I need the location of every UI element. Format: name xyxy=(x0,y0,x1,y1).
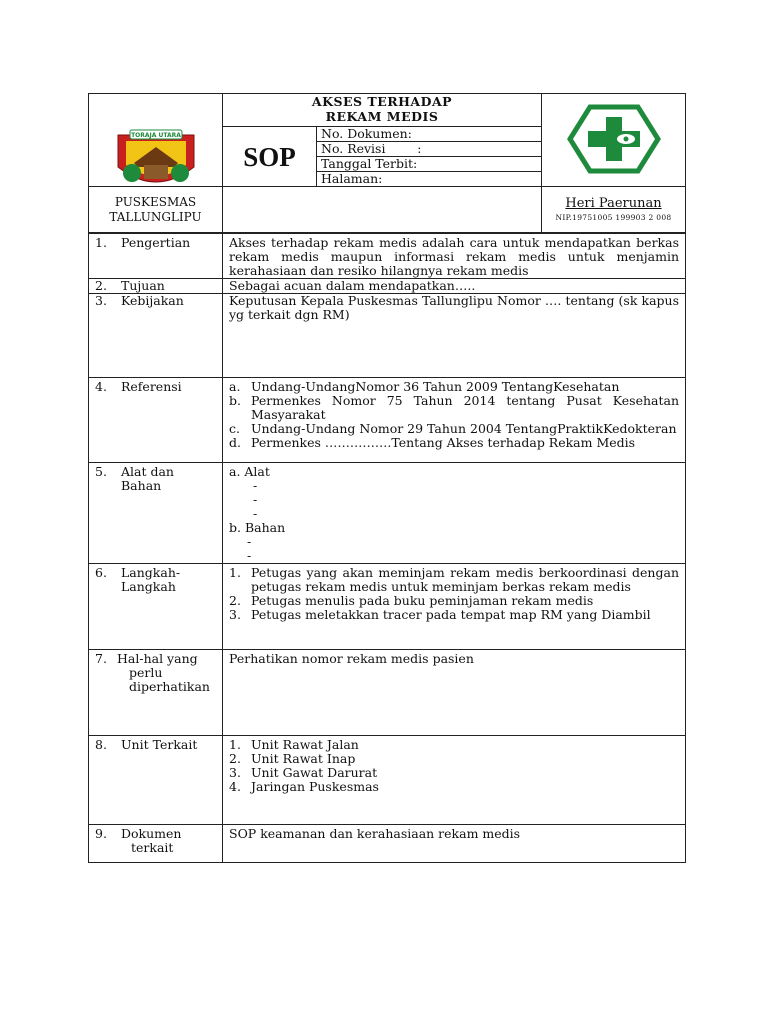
sop-label: SOP xyxy=(223,127,317,187)
logo-banner-text: TORAJA UTARA xyxy=(130,131,181,139)
list-item: 3. Petugas meletakkan tracer pada tempat map RM yang Diambil xyxy=(229,607,651,622)
toraja-utara-logo xyxy=(104,127,208,197)
row-langkah-content xyxy=(223,564,686,650)
row-unit-content xyxy=(223,736,686,825)
row-pengertian-content: Akses terhadap rekam medis adalah cara untuk mendapatkan berkas rekam medis maupun informasi rekam medis untuk menjamin kerahasiaan dan resiko hilangnya rekam medis xyxy=(223,234,686,279)
row-hal-content: Perhatikan nomor rekam medis pasien xyxy=(223,650,686,736)
list-item: 2. Petugas menulis pada buku peminjaman rekam medis xyxy=(229,593,594,608)
doc-title-line1: AKSES TERHADAP xyxy=(311,94,453,109)
bahan-heading: b. Bahan xyxy=(229,520,286,535)
row-dokumen-content: SOP keamanan dan kerahasiaan rekam medis xyxy=(223,825,686,863)
doc-title-line2: REKAM MEDIS xyxy=(325,109,439,124)
meta-no-dokumen: No. Dokumen: xyxy=(317,127,542,142)
puskesmas-logo xyxy=(566,103,662,175)
title-cell xyxy=(223,94,542,187)
list-item: a. Undang-UndangNomor 36 Tahun 2009 TentangKesehatan xyxy=(229,379,620,394)
sop-body-table xyxy=(88,186,686,863)
row-tujuan-content: Sebagai acuan dalam mendapatkan….. xyxy=(223,279,686,294)
meta-tanggal-terbit: Tanggal Terbit: xyxy=(317,157,542,172)
list-item: 4. Jaringan Puskesmas xyxy=(229,779,379,794)
list-item: c. Undang-Undang Nomor 29 Tahun 2004 TentangPraktikKedokteran xyxy=(229,421,677,436)
row-hal-label: 7. Hal-hal yang perlu diperhatikan xyxy=(89,650,223,736)
org-line2: TALLUNGLIPU xyxy=(109,210,202,224)
row-alat-label: 5. Alat dan Bahan xyxy=(89,463,223,564)
row-pengertian-label: 1. Pengertian xyxy=(89,234,223,279)
list-item: b. Permenkes Nomor 75 Tahun 2014 tentang Pusat Kesehatan Masyarakat xyxy=(229,393,679,422)
row-referensi-label: 4. Referensi xyxy=(89,378,223,463)
meta-halaman: Halaman: xyxy=(317,172,542,187)
row-alat-content: a. Alat - - - b. Bahan - - xyxy=(223,463,686,564)
signer-name: Heri Paerunan xyxy=(565,196,662,211)
list-item: d. Permenkes …………….Tentang Akses terhadap Rekam Medis xyxy=(229,435,636,450)
sop-document xyxy=(88,93,685,863)
signer-nip: NIP.19751005 199903 2 008 xyxy=(555,213,672,222)
list-item: 1. Petugas yang akan meminjam rekam medis berkoordinasi dengan petugas rekam medis untuk meminjam berkas rekam medis xyxy=(229,565,679,594)
list-item: 3. Unit Gawat Darurat xyxy=(229,765,378,780)
row-tujuan-label: 2. Tujuan xyxy=(89,279,223,294)
meta-no-revisi: No. Revisi : xyxy=(317,142,542,157)
row-referensi-content xyxy=(223,378,686,463)
row-langkah-label: 6. Langkah- Langkah xyxy=(89,564,223,650)
org-line1: PUSKESMAS xyxy=(114,195,197,209)
row-kebijakan-content: Keputusan Kepala Puskesmas Tallunglipu Nomor …. tentang (sk kapus yg terkait dgn RM) xyxy=(223,294,686,378)
row-unit-label: 8. Unit Terkait xyxy=(89,736,223,825)
row-dokumen-label: 9. Dokumen terkait xyxy=(89,825,223,863)
alat-heading: a. Alat xyxy=(229,464,270,479)
row-kebijakan-label: 3. Kebijakan xyxy=(89,294,223,378)
list-item: 1. Unit Rawat Jalan xyxy=(229,737,359,752)
puskesmas-logo-cell xyxy=(542,94,686,187)
list-item: 2. Unit Rawat Inap xyxy=(229,751,356,766)
